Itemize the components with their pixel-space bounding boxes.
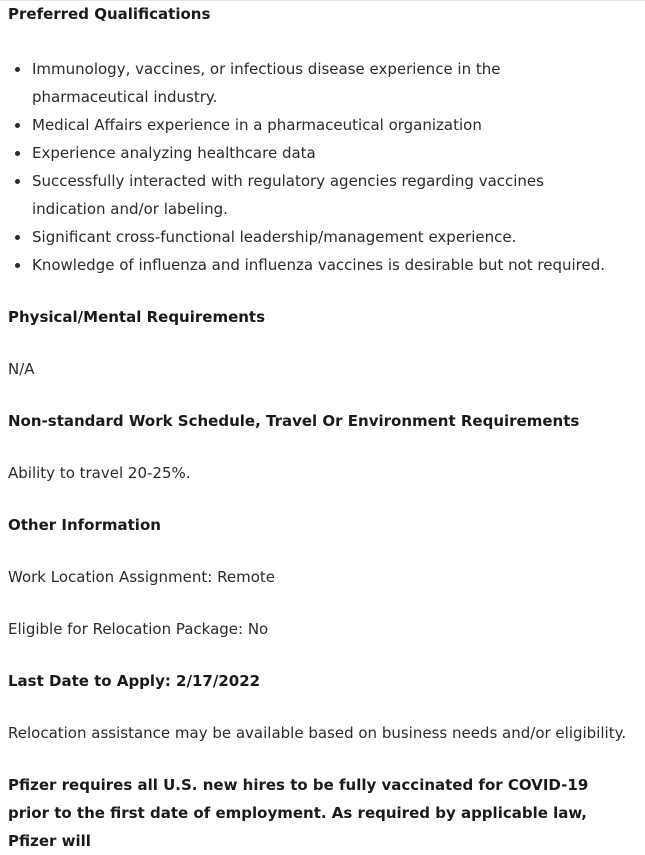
physical-requirements-text: N/A	[8, 360, 35, 378]
top-divider	[0, 0, 645, 1]
relocation-assistance-note: Relocation assistance may be available based on business needs and/or eligibility.	[8, 724, 627, 742]
work-location-text: Work Location Assignment: Remote	[8, 568, 275, 586]
preferred-qualifications-list	[8, 55, 638, 279]
other-information-heading: Other Information	[8, 516, 161, 534]
job-description-content	[8, 3, 638, 855]
list-item: Knowledge of influenza and influenza vaccines is desirable but not required.	[8, 251, 612, 279]
list-item: Immunology, vaccines, or infectious disease experience in the pharmaceutical industry.	[8, 55, 612, 111]
covid-vaccination-notice: Pfizer requires all U.S. new hires to be fully vaccinated for COVID-19 prior to the first date of employment. As required by applicable law, Pfizer will	[8, 776, 589, 850]
last-date-to-apply: Last Date to Apply: 2/17/2022	[8, 672, 261, 690]
list-item: Medical Affairs experience in a pharmaceutical organization	[8, 111, 612, 139]
preferred-qualifications-heading: Preferred Qualifications	[8, 5, 211, 23]
travel-requirement-text: Ability to travel 20-25%.	[8, 464, 191, 482]
list-item: Successfully interacted with regulatory agencies regarding vaccines indication and/or labeling.	[8, 167, 612, 223]
list-item: Significant cross-functional leadership/management experience.	[8, 223, 612, 251]
physical-requirements-heading: Physical/Mental Requirements	[8, 308, 266, 326]
relocation-eligibility-text: Eligible for Relocation Package: No	[8, 620, 269, 638]
list-item: Experience analyzing healthcare data	[8, 139, 612, 167]
schedule-requirements-heading: Non-standard Work Schedule, Travel Or Environment Requirements	[8, 412, 580, 430]
